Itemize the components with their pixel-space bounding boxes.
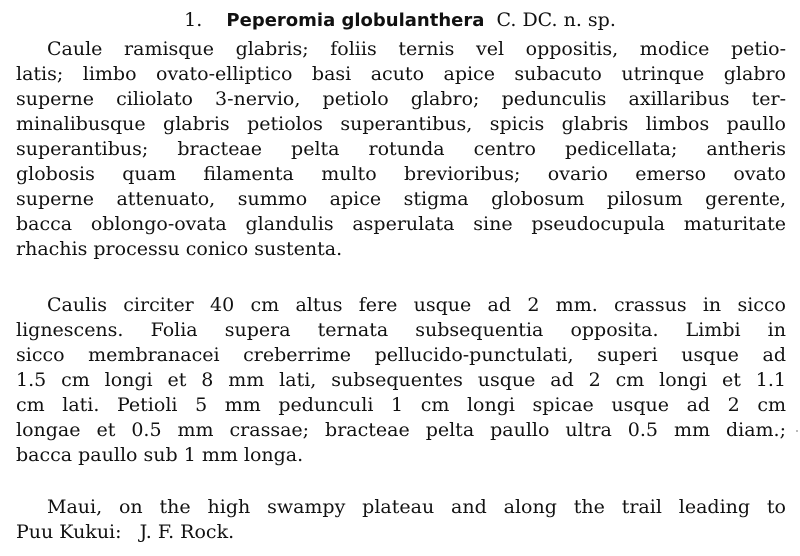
text-line: minalibusque glabris petiolos superantibus, spicis glabris limbos paullo [16,113,786,135]
text-line: Caule ramisque glabris; foliis ternis vel oppositis, modice petio- [47,38,786,60]
text-line: latis; limbo ovato-elliptico basi acuto apice subacuto utrinque glabro [16,63,786,85]
text-line: 1.5 cm longi et 8 mm lati, subsequentes usque ad 2 cm longi et 1.1 [16,369,786,391]
text-line: bacca paullo sub 1 mm longa. [16,444,304,466]
text-line: rhachis processu conico sustenta. [16,238,343,260]
locality-paragraph [16,495,786,545]
text-line: longae et 0.5 mm crassae; bracteae pelta paullo ultra 0.5 mm diam.; [16,419,786,441]
text-line: Maui, on the high swampy plateau and along the trail leading to [47,496,786,518]
text-line: globosis quam filamenta multo brevioribus; ovario emerso ovato [16,163,786,185]
text-line: bacca oblongo-ovata glandulis asperulata sine pseudocupula maturitate [16,213,786,235]
scan-speck [796,430,798,432]
text-line: Caulis circiter 40 cm altus fere usque ad 2 mm. crassus in sicco [47,294,786,316]
collector-line: Puu Kukui: J. F. Rock. [16,521,235,543]
text-line: cm lati. Petioli 5 mm pedunculi 1 cm longi spicae usque ad 2 cm [16,394,786,416]
species-name: Peperomia globulanthera [226,10,485,31]
text-line: sicco membranacei creberrime pellucido-punctulati, superi usque ad [16,344,786,366]
text-line: superantibus; bracteae pelta rotunda centro pedicellata; antheris [16,138,786,160]
species-heading [0,8,800,33]
text-line: superne ciliolato 3-nervio, petiolo glabro; pedunculis axillaribus ter- [16,88,786,110]
species-number: 1. [184,9,203,31]
latin-description-paragraph [16,37,786,262]
text-line: superne attenuato, summo apice stigma globosum pilosum gerente, [16,188,786,210]
measurements-paragraph [16,293,786,468]
species-author: C. DC. n. sp. [496,9,616,31]
text-line: lignescens. Folia supera ternata subsequentia opposita. Limbi in [16,319,786,341]
